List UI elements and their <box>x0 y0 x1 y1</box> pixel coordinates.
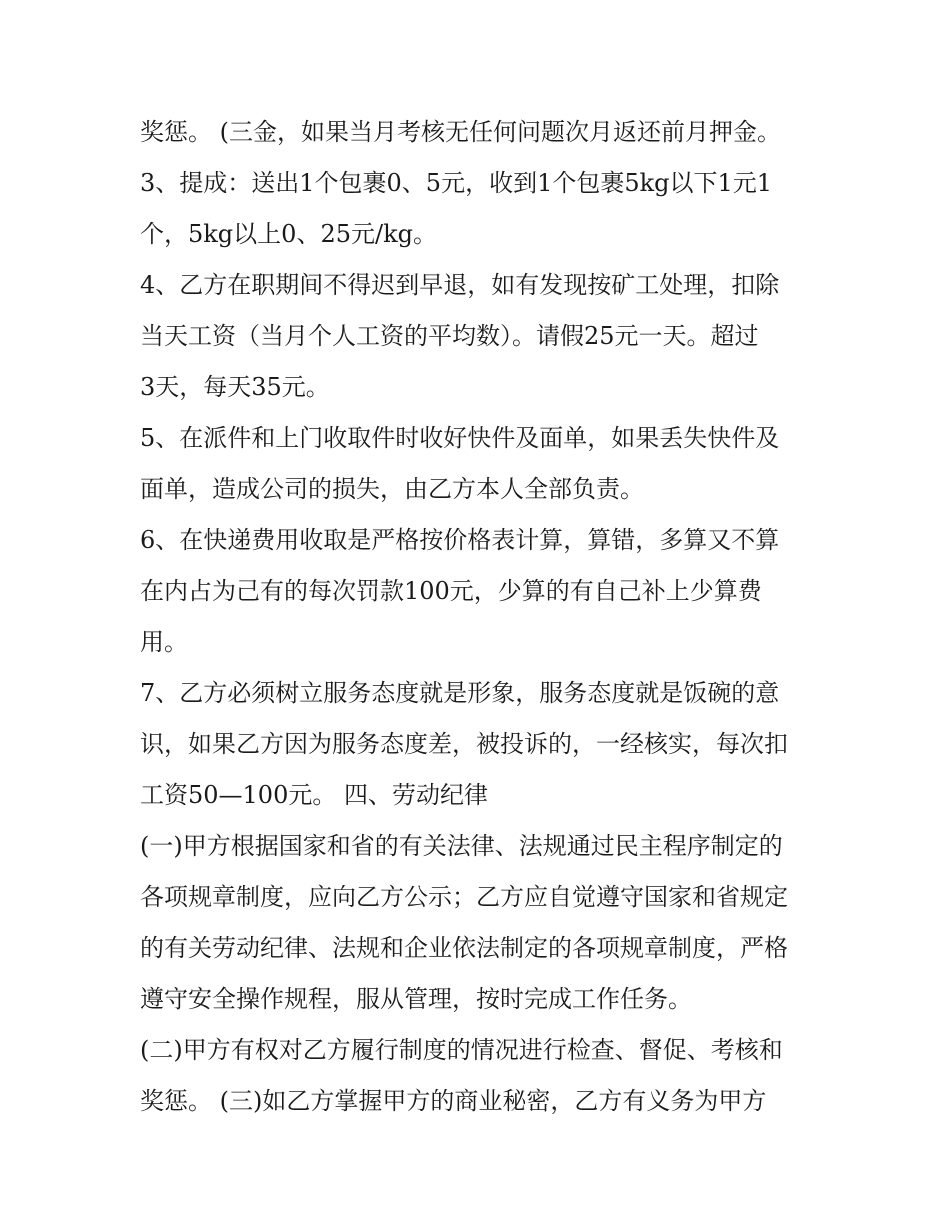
text-line: (二)甲方有权对乙方履行制度的情况进行检查、督促、考核和 <box>140 1036 783 1064</box>
text-line: 奖惩。 (三金，如果当月考核无任何问题次月返还前月押金。 <box>140 118 781 146</box>
text-line: 3、提成：送出1个包裹0、5元，收到1个包裹5kg以下1元1 <box>140 169 773 197</box>
text-line: 识，如果乙方因为服务态度差，被投诉的，一经核实，每次扣 <box>140 730 788 758</box>
text-line: 3天，每天35元。 <box>140 373 330 401</box>
text-line: 各项规章制度，应向乙方公示；乙方应自觉遵守国家和省规定 <box>140 883 788 911</box>
text-line: 当天工资（当月个人工资的平均数）。请假25元一天。超过 <box>140 322 759 350</box>
text-line: 工资50—100元。 四、劳动纪律 <box>140 781 488 809</box>
text-line: 遵守安全操作规程，服从管理，按时完成工作任务。 <box>140 985 692 1013</box>
text-line: 奖惩。 (三)如乙方掌握甲方的商业秘密，乙方有义务为甲方 <box>140 1087 767 1115</box>
document-body <box>140 107 820 1127</box>
text-line: 6、在快递费用收取是严格按价格表计算，算错，多算又不算 <box>140 526 780 554</box>
text-line: 4、乙方在职期间不得迟到早退，如有发现按矿工处理，扣除 <box>140 271 780 299</box>
text-line: 7、乙方必须树立服务态度就是形象，服务态度就是饭碗的意 <box>140 679 780 707</box>
text-line: 用。 <box>140 628 188 656</box>
text-line: 面单，造成公司的损失，由乙方本人全部负责。 <box>140 475 644 503</box>
text-line: 个，5kg以上0、25元/kg。 <box>140 220 437 248</box>
text-line: 在内占为己有的每次罚款100元，少算的有自己补上少算费 <box>140 577 762 605</box>
text-line: (一)甲方根据国家和省的有关法律、法规通过民主程序制定的 <box>140 832 783 860</box>
text-line: 的有关劳动纪律、法规和企业依法制定的各项规章制度，严格 <box>140 934 788 962</box>
text-line: 5、在派件和上门收取件时收好快件及面单，如果丢失快件及 <box>140 424 780 452</box>
